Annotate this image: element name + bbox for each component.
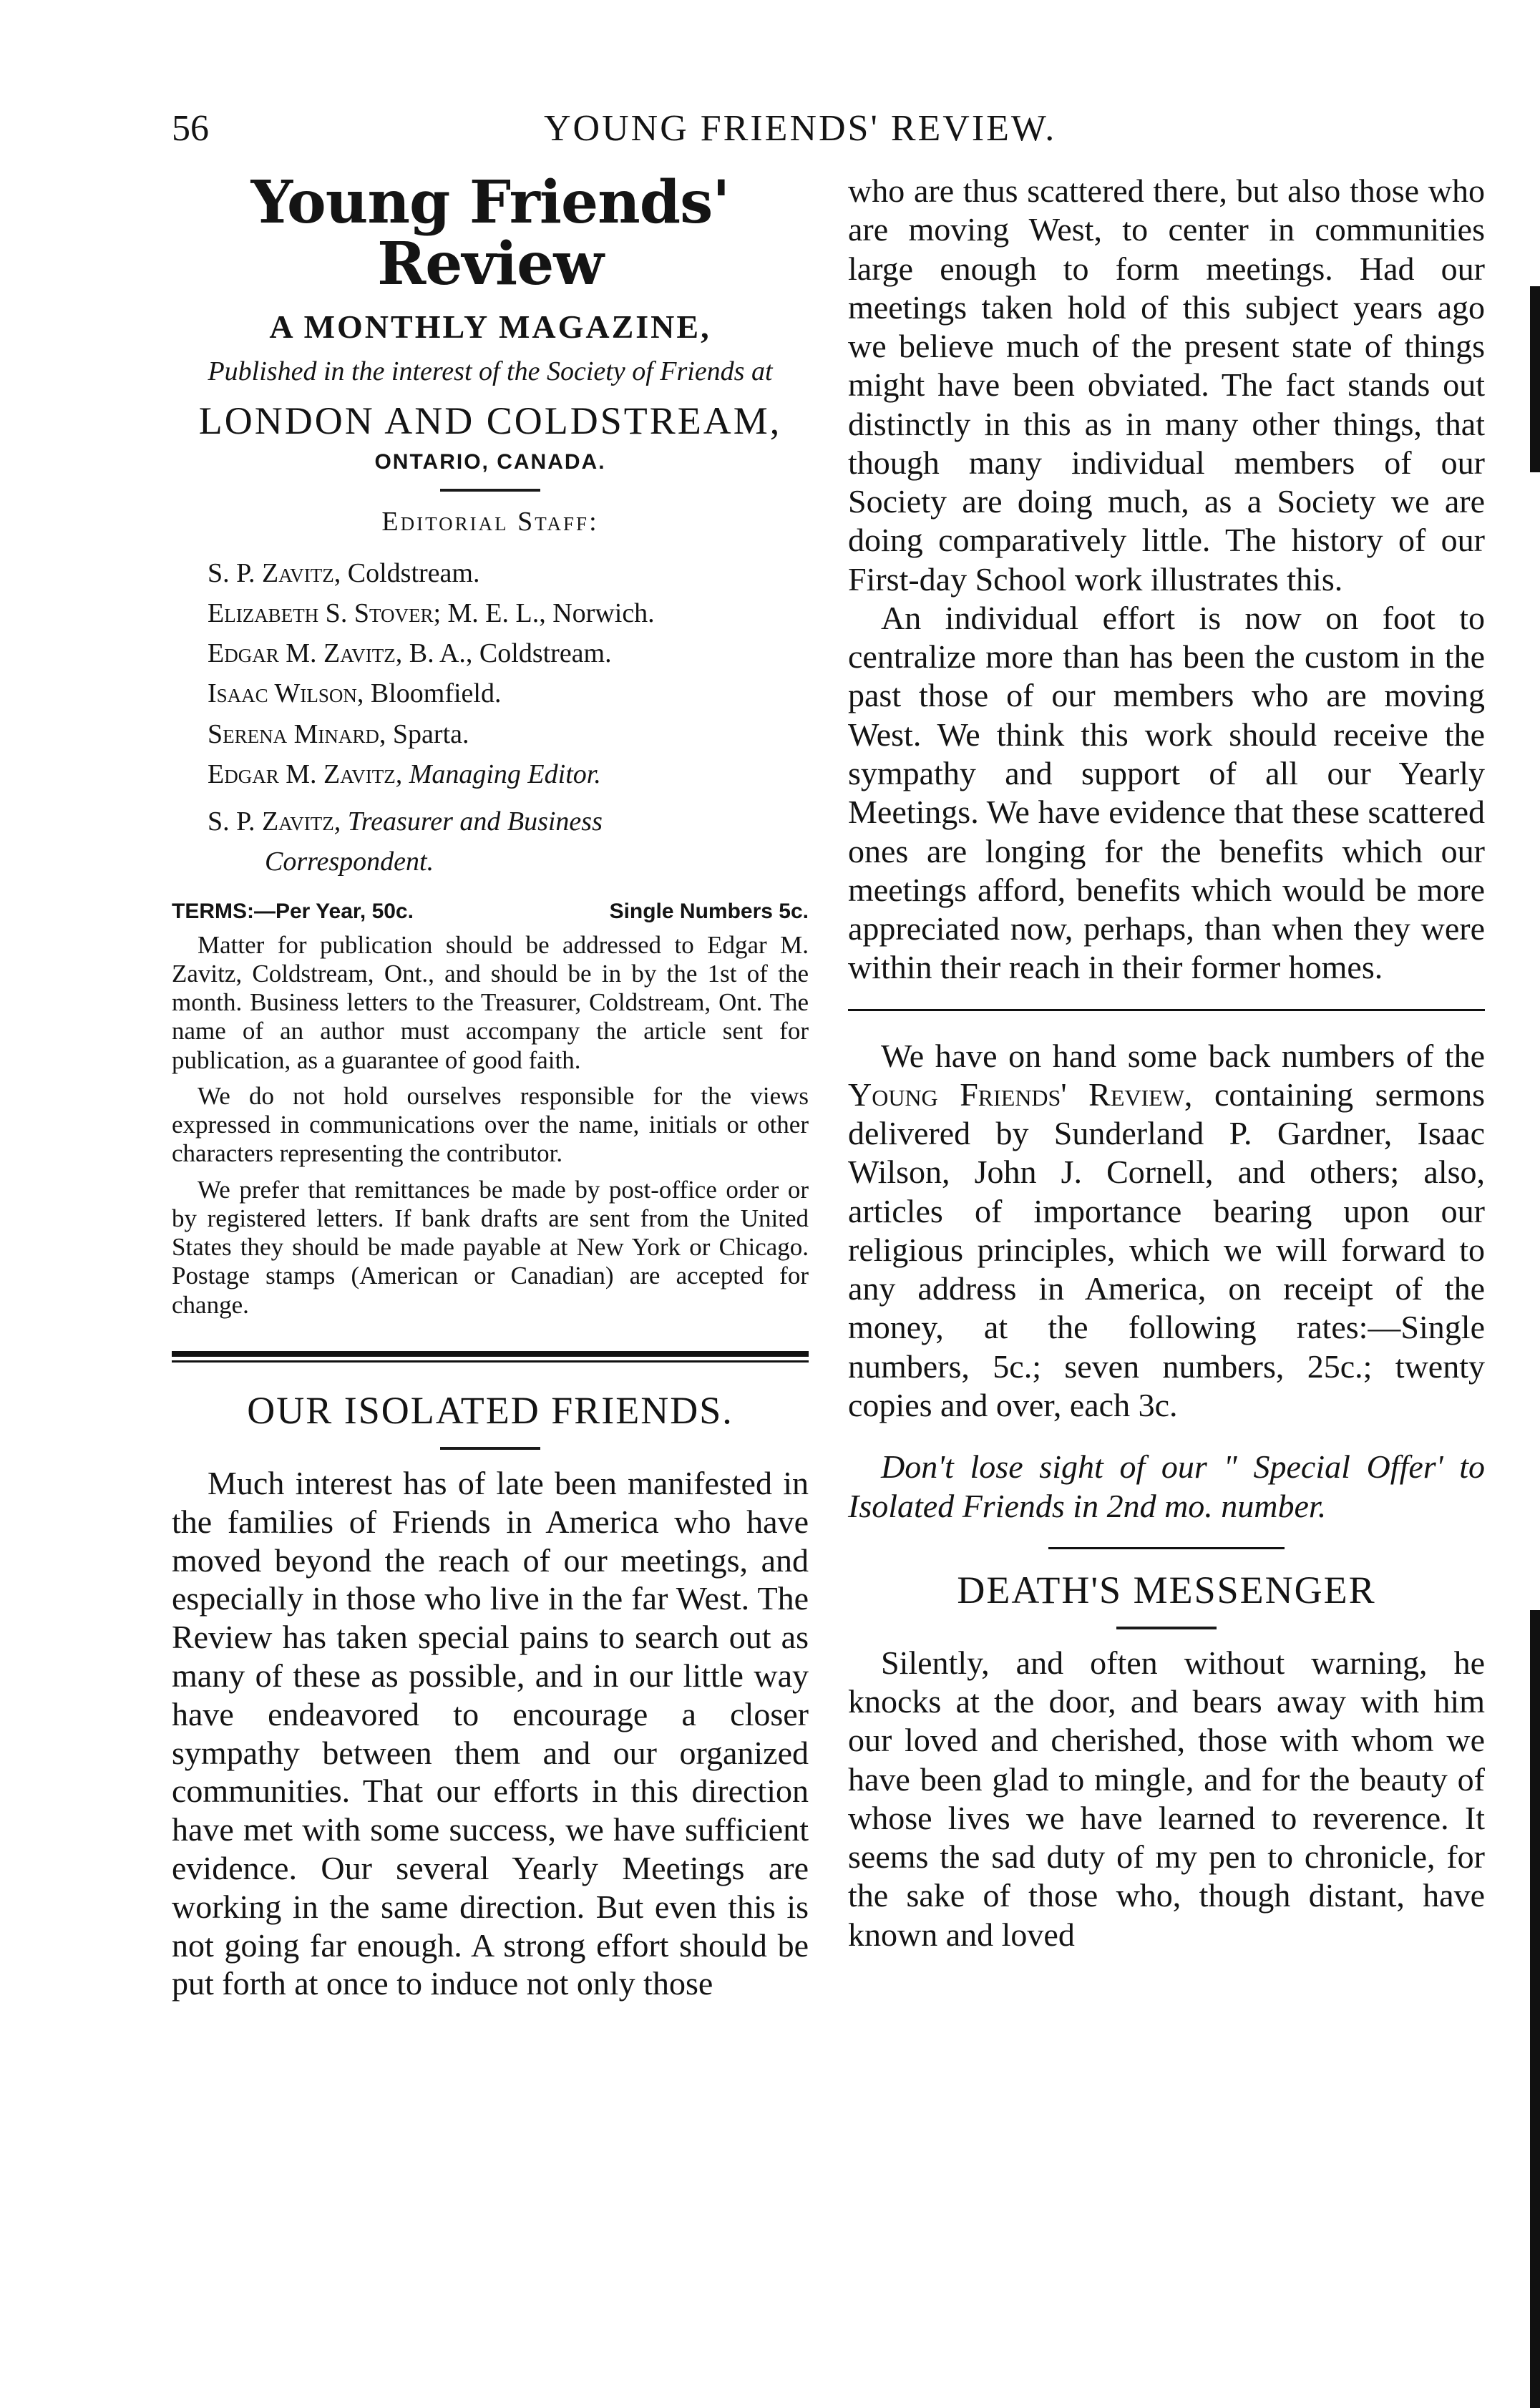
article-paragraph: Silently, and often without warning, he knocks at the door, and bears away with him our loved and cherished, those with whom we have been glad to mingle, and for the beauty of whose lives we have learned to reverence. It seems the sad duty of my pen to chronicle, for the sake of those who, though distant, have known and loved — [848, 1644, 1485, 1953]
page-edge-shadow — [1530, 286, 1540, 472]
staff-entry: Elizabeth S. Stover; M. E. L., Norwich. — [208, 598, 655, 629]
location-line: LONDON AND COLDSTREAM, — [198, 399, 782, 442]
country-line: ONTARIO, CANADA. — [374, 449, 606, 474]
divider — [440, 489, 540, 492]
staff-entry: Edgar M. Zavitz, Managing Editor. — [208, 759, 601, 789]
terms-yearly: TERMS:—Per Year, 50c. — [172, 899, 414, 923]
page-number: 56 — [172, 108, 209, 149]
published-line: Published in the interest of the Society of Friends at — [208, 356, 773, 387]
article-paragraph: An individual effort is now on foot to centralize more than has been the custom in the past those of our members who are moving West. We think this work should receive the sympathy and support of all our Yearly Meetings. We have evidence that these scattered ones are longing for the benefits which our meetings afford, benefits which would be more appreciated now, perhaps, than when they were within their reach in their former homes. — [848, 599, 1485, 986]
notice-paragraph: We prefer that remittances be made by post-office order or by registered letters. If bank drafts are sent from the United States they should be made payable at New York or Chicago. Postage stamps (American or Canadian) are accepted for change. — [172, 1175, 809, 1319]
masthead-subtitle: A MONTHLY MAGAZINE, — [269, 308, 711, 346]
divider — [1116, 1627, 1217, 1629]
staff-list — [208, 553, 809, 882]
terms-line — [172, 900, 809, 924]
staff-entry: Isaac Wilson, Bloomfield. — [208, 678, 502, 709]
section-divider — [172, 1351, 809, 1363]
staff-entry: Edgar M. Zavitz, B. A., Coldstream. — [208, 638, 612, 669]
article-title: OUR ISOLATED FRIENDS. — [247, 1388, 734, 1432]
special-offer-notice: Don't lose sight of our " Special Offer' to Isolated Friends in 2nd mo. number. — [848, 1448, 1485, 1524]
article-paragraph: Much interest has of late been manifested in the families of Friends in America who have moved beyond the reach of our meetings, and especially in those who live in the far West. The Review has taken special pains to search out as many of these as possible, and in our little way have endeavored to encourage a closer sympathy between them and our organized communities. That our efforts in this direction have met with some success, we have sufficient evidence. Our several Yearly Meetings are working in the same direction. But even this is not going far enough. A strong effort should be put forth at once to induce not only those — [172, 1464, 809, 2002]
running-title: YOUNG FRIENDS' REVIEW. — [544, 108, 1057, 149]
back-numbers-notice: We have on hand some back numbers of the Young Friends' Review, containing sermons delivered by Sunderland P. Gardner, Isaac Wilson, John J. Cornell, and others; also, articles of importance bearing upon our religious principles, which we will forward to any address in America, on receipt of the money, at the following rates:—Single numbers, 5c.; seven numbers, 25c.; twenty copies and over, each 3c. — [848, 1037, 1485, 1423]
divider — [1048, 1547, 1285, 1549]
staff-entry: Serena Minard, Sparta. — [208, 718, 469, 749]
notice-paragraph: Matter for publication should be addressed to Edgar M. Zavitz, Coldstream, Ont., and should be in by the 1st of the month. Business letters to the Treasurer, Coldstream, Ont. The name of an author must accompany the article sent for publication, as a guarantee of good faith. — [172, 930, 809, 1074]
left-column — [172, 168, 809, 2003]
divider — [848, 1009, 1485, 1011]
terms-single: Single Numbers 5c. — [609, 899, 809, 923]
staff-entry: S. P. Zavitz, Treasurer and Business Correspondent. — [208, 806, 603, 877]
page-edge-shadow — [1530, 1610, 1540, 2408]
masthead-title: Young Friends' Review — [250, 168, 730, 299]
notice-paragraph: We do not hold ourselves responsible for the views expressed in communications over the name, initials or other characters representing the contributor. — [172, 1081, 809, 1168]
article-paragraph-continued: who are thus scattered there, but also those who are moving West, to center in communities large enough to form meetings. Had our meetings taken hold of this subject years ago we believe much of the present state of things might have been obviated. The fact stands out distinctly in this as in many other things, that though many individual members of our Society are doing much, as a Society we are doing comparatively little. The history of our First-day School work illustrates this. — [848, 172, 1485, 598]
divider — [440, 1447, 540, 1450]
journal-name: Young Friends' Review — [848, 1076, 1184, 1113]
article-title: DEATH'S MESSENGER — [957, 1568, 1376, 1612]
staff-heading: Editorial Staff: — [381, 506, 599, 537]
right-column — [848, 172, 1485, 1954]
staff-entry: S. P. Zavitz, Coldstream. — [208, 557, 480, 588]
